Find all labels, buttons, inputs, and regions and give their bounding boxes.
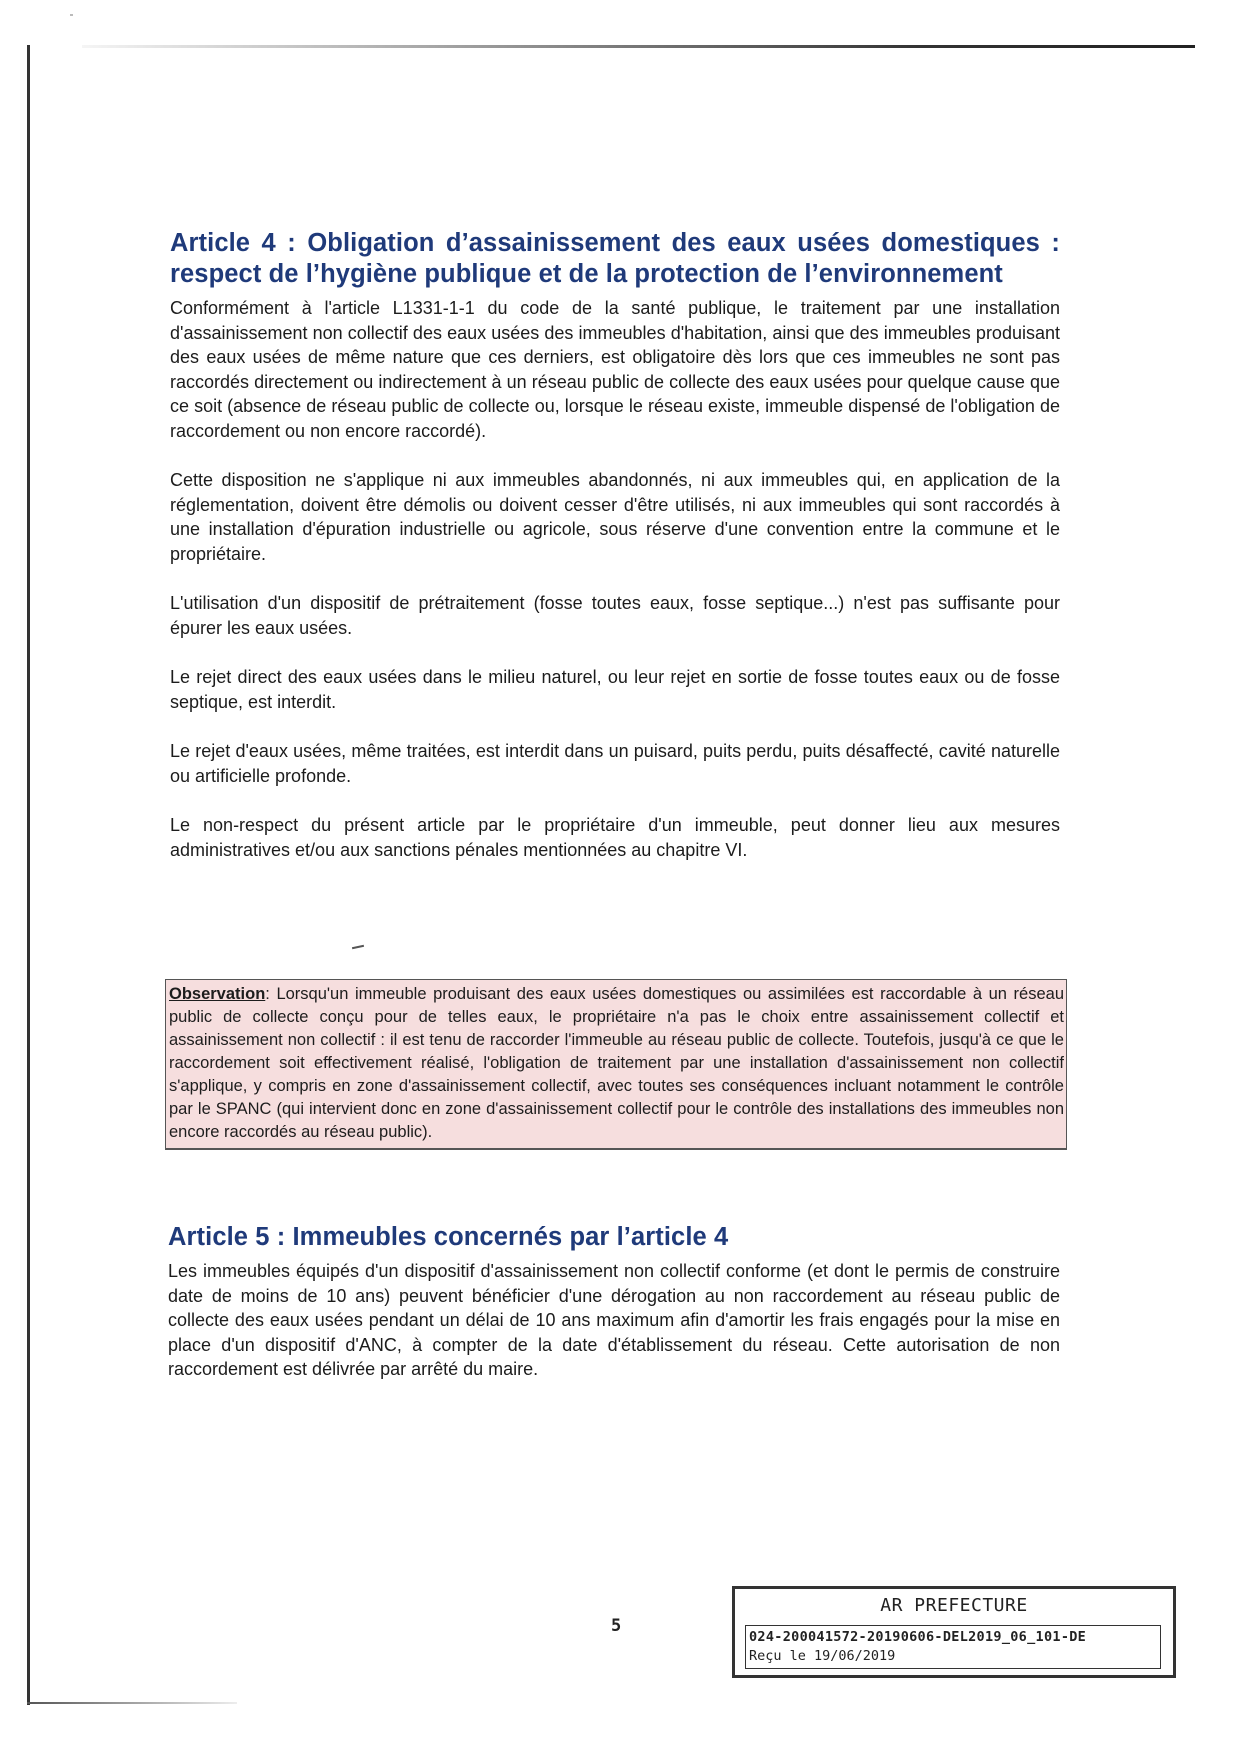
article-5-section [168, 1222, 1060, 1407]
article-4-paragraph: Conformément à l'article L1331-1-1 du code de la santé publique, le traitement par une installation d'assainissement non collectif des eaux usées des immeubles d'habitation, ainsi que des immeubles produisant des eaux usées de même nature que ces derniers, est obligatoire dès lors que ces immeubles ne sont pas raccordés directement ou indirectement à un réseau public de collecte des eaux usées pour quelque cause que ce soit (absence de réseau public de collecte ou, lorsque le réseau existe, immeuble dispensé de l'obligation de raccordement ou non encore raccordé). [170, 298, 1060, 441]
page-number: 5 [611, 1616, 622, 1636]
stamp-received-date: Reçu le 19/06/2019 [749, 1648, 896, 1664]
scan-mark [352, 945, 364, 949]
article-5-paragraph: Les immeubles équipés d'un dispositif d'assainissement non collectif conforme (et dont le permis de construire date de moins de 10 ans) peuvent bénéficier d'une dérogation au non raccordement au réseau public de collecte des eaux usées pendant un délai de 10 ans maximum afin d'amortir les frais engagés pour la mise en place d'un dispositif d'ANC, à compter de la date d'établissement du réseau. Cette autorisation de non raccordement est délivrée par arrêté du maire. [168, 1261, 1060, 1379]
bottom-rule [27, 1702, 237, 1704]
left-margin-rule [27, 45, 30, 1705]
observation-box [165, 979, 1067, 1150]
stamp-title: AR PREFECTURE [880, 1595, 1028, 1616]
article-4-section [170, 228, 1060, 887]
article-4-title: Article 4 : Obligation d’assainissement des eaux usées domestiques : respect de l’hygiène publique et de la protection de l’environnement [170, 229, 1060, 288]
prefecture-stamp [732, 1586, 1176, 1678]
article-4-paragraph: L'utilisation d'un dispositif de prétraitement (fosse toutes eaux, fosse septique...) n'est pas suffisante pour épurer les eaux usées. [170, 593, 1060, 638]
article-4-paragraph: Le non-respect du présent article par le propriétaire d'un immeuble, peut donner lieu aux mesures administratives et/ou aux sanctions pénales mentionnées au chapitre VI. [170, 815, 1060, 860]
stamp-code: 024-200041572-20190606-DEL2019_06_101-DE [749, 1629, 1087, 1645]
observation-text [169, 983, 1064, 1144]
article-4-paragraph: Le rejet direct des eaux usées dans le milieu naturel, ou leur rejet en sortie de fosse toutes eaux ou de fosse septique, est interdit. [170, 667, 1060, 712]
scan-artifact [70, 14, 73, 16]
article-4-paragraph: Le rejet d'eaux usées, même traitées, est interdit dans un puisard, puits perdu, puits désaffecté, cavité naturelle ou artificielle profonde. [170, 741, 1060, 786]
stamp-details [745, 1625, 1161, 1669]
observation-label: Observation [169, 985, 266, 1003]
article-4-paragraph: Cette disposition ne s'applique ni aux immeubles abandonnés, ni aux immeubles qui, en application de la réglementation, doivent être démolis ou doivent cesser d'être utilisés, ni aux immeubles qui sont raccordés à une installation d'épuration industrielle ou agricole, sous réserve d'une convention entre la commune et le propriétaire. [170, 470, 1060, 564]
observation-body: : Lorsqu'un immeuble produisant des eaux usées domestiques ou assimilées est raccordable à un réseau public de collecte conçu pour de telles eaux, le propriétaire n'a pas le choix entre assainissement collectif et assainissement non collectif : il est tenu de raccorder l'immeuble au réseau public de collecte. Toutefois, jusqu'à ce que le raccordement soit effectivement réalisé, l'obligation de traitement par une installation d'assainissement non collectif s'applique, y compris en zone d'assainissement collectif, avec toutes ses conséquences incluant notamment le contrôle par le SPANC (qui intervient donc en zone d'assainissement collectif pour le contrôle des installations des immeubles non encore raccordés au réseau public). [169, 985, 1064, 1141]
article-5-title: Article 5 : Immeubles concernés par l’article 4 [168, 1223, 729, 1251]
top-rule [82, 45, 1195, 48]
